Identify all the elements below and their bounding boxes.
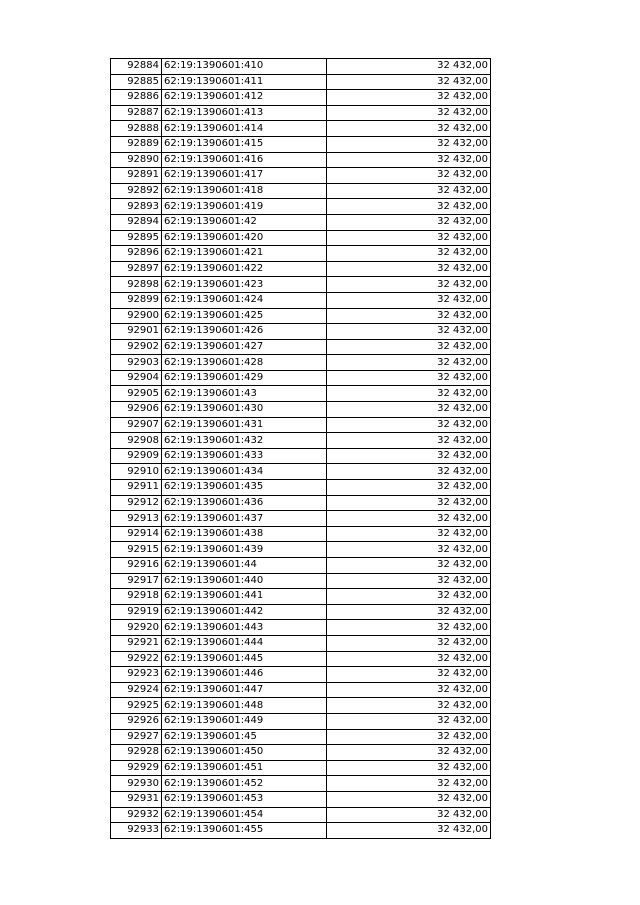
table-row bbox=[111, 807, 491, 823]
table-row bbox=[111, 105, 491, 121]
amount-cell: 32 432,00 bbox=[327, 370, 491, 386]
amount-cell: 32 432,00 bbox=[327, 495, 491, 511]
amount-cell: 32 432,00 bbox=[327, 292, 491, 308]
amount-cell: 32 432,00 bbox=[327, 526, 491, 542]
row-number-cell: 92901 bbox=[111, 324, 162, 340]
cadastral-number-cell: 62:19:1390601:443 bbox=[162, 620, 327, 636]
amount-cell: 32 432,00 bbox=[327, 90, 491, 106]
amount-cell: 32 432,00 bbox=[327, 620, 491, 636]
row-number-cell: 92898 bbox=[111, 277, 162, 293]
cadastral-number-cell: 62:19:1390601:421 bbox=[162, 246, 327, 262]
cadastral-number-cell: 62:19:1390601:446 bbox=[162, 667, 327, 683]
amount-cell: 32 432,00 bbox=[327, 511, 491, 527]
amount-cell: 32 432,00 bbox=[327, 230, 491, 246]
row-number-cell: 92908 bbox=[111, 433, 162, 449]
row-number-cell: 92912 bbox=[111, 495, 162, 511]
table-row bbox=[111, 682, 491, 698]
amount-cell: 32 432,00 bbox=[327, 199, 491, 215]
cadastral-number-cell: 62:19:1390601:426 bbox=[162, 324, 327, 340]
table-row bbox=[111, 261, 491, 277]
cadastral-number-cell: 62:19:1390601:413 bbox=[162, 105, 327, 121]
cadastral-number-cell: 62:19:1390601:441 bbox=[162, 589, 327, 605]
amount-cell: 32 432,00 bbox=[327, 791, 491, 807]
cadastral-number-cell: 62:19:1390601:415 bbox=[162, 136, 327, 152]
row-number-cell: 92896 bbox=[111, 246, 162, 262]
cadastral-number-cell: 62:19:1390601:448 bbox=[162, 698, 327, 714]
amount-cell: 32 432,00 bbox=[327, 573, 491, 589]
cadastral-number-cell: 62:19:1390601:42 bbox=[162, 214, 327, 230]
cadastral-number-cell: 62:19:1390601:436 bbox=[162, 495, 327, 511]
row-number-cell: 92893 bbox=[111, 199, 162, 215]
cadastral-number-cell: 62:19:1390601:43 bbox=[162, 386, 327, 402]
row-number-cell: 92915 bbox=[111, 542, 162, 558]
table-row bbox=[111, 277, 491, 293]
table-row bbox=[111, 183, 491, 199]
amount-cell: 32 432,00 bbox=[327, 542, 491, 558]
amount-cell: 32 432,00 bbox=[327, 745, 491, 761]
cadastral-number-cell: 62:19:1390601:416 bbox=[162, 152, 327, 168]
row-number-cell: 92891 bbox=[111, 168, 162, 184]
table-row bbox=[111, 448, 491, 464]
cadastral-number-cell: 62:19:1390601:454 bbox=[162, 807, 327, 823]
table-row bbox=[111, 713, 491, 729]
data-table bbox=[110, 58, 491, 839]
amount-cell: 32 432,00 bbox=[327, 823, 491, 839]
cadastral-number-cell: 62:19:1390601:425 bbox=[162, 308, 327, 324]
cadastral-number-cell: 62:19:1390601:417 bbox=[162, 168, 327, 184]
amount-cell: 32 432,00 bbox=[327, 760, 491, 776]
amount-cell: 32 432,00 bbox=[327, 604, 491, 620]
row-number-cell: 92928 bbox=[111, 745, 162, 761]
row-number-cell: 92894 bbox=[111, 214, 162, 230]
row-number-cell: 92904 bbox=[111, 370, 162, 386]
amount-cell: 32 432,00 bbox=[327, 121, 491, 137]
table-row bbox=[111, 760, 491, 776]
table-row bbox=[111, 542, 491, 558]
cadastral-number-cell: 62:19:1390601:439 bbox=[162, 542, 327, 558]
row-number-cell: 92925 bbox=[111, 698, 162, 714]
amount-cell: 32 432,00 bbox=[327, 589, 491, 605]
cadastral-number-cell: 62:19:1390601:440 bbox=[162, 573, 327, 589]
row-number-cell: 92888 bbox=[111, 121, 162, 137]
row-number-cell: 92906 bbox=[111, 402, 162, 418]
table-row bbox=[111, 635, 491, 651]
amount-cell: 32 432,00 bbox=[327, 480, 491, 496]
row-number-cell: 92930 bbox=[111, 776, 162, 792]
row-number-cell: 92895 bbox=[111, 230, 162, 246]
amount-cell: 32 432,00 bbox=[327, 682, 491, 698]
amount-cell: 32 432,00 bbox=[327, 776, 491, 792]
cadastral-number-cell: 62:19:1390601:449 bbox=[162, 713, 327, 729]
table-row bbox=[111, 339, 491, 355]
row-number-cell: 92897 bbox=[111, 261, 162, 277]
amount-cell: 32 432,00 bbox=[327, 324, 491, 340]
cadastral-number-cell: 62:19:1390601:432 bbox=[162, 433, 327, 449]
cadastral-number-cell: 62:19:1390601:429 bbox=[162, 370, 327, 386]
amount-cell: 32 432,00 bbox=[327, 698, 491, 714]
amount-cell: 32 432,00 bbox=[327, 308, 491, 324]
table-row bbox=[111, 355, 491, 371]
row-number-cell: 92887 bbox=[111, 105, 162, 121]
row-number-cell: 92923 bbox=[111, 667, 162, 683]
table-row bbox=[111, 495, 491, 511]
row-number-cell: 92916 bbox=[111, 558, 162, 574]
table-row bbox=[111, 308, 491, 324]
amount-cell: 32 432,00 bbox=[327, 667, 491, 683]
table-row bbox=[111, 292, 491, 308]
cadastral-number-cell: 62:19:1390601:450 bbox=[162, 745, 327, 761]
cadastral-number-cell: 62:19:1390601:433 bbox=[162, 448, 327, 464]
row-number-cell: 92932 bbox=[111, 807, 162, 823]
amount-cell: 32 432,00 bbox=[327, 152, 491, 168]
table-row bbox=[111, 90, 491, 106]
table-row bbox=[111, 370, 491, 386]
table-row bbox=[111, 776, 491, 792]
table-row bbox=[111, 199, 491, 215]
row-number-cell: 92902 bbox=[111, 339, 162, 355]
cadastral-number-cell: 62:19:1390601:445 bbox=[162, 651, 327, 667]
cadastral-number-cell: 62:19:1390601:434 bbox=[162, 464, 327, 480]
table-row bbox=[111, 152, 491, 168]
cadastral-number-cell: 62:19:1390601:455 bbox=[162, 823, 327, 839]
row-number-cell: 92931 bbox=[111, 791, 162, 807]
table-row bbox=[111, 246, 491, 262]
row-number-cell: 92892 bbox=[111, 183, 162, 199]
row-number-cell: 92918 bbox=[111, 589, 162, 605]
table-row bbox=[111, 791, 491, 807]
amount-cell: 32 432,00 bbox=[327, 729, 491, 745]
table-row bbox=[111, 480, 491, 496]
row-number-cell: 92919 bbox=[111, 604, 162, 620]
row-number-cell: 92922 bbox=[111, 651, 162, 667]
table-row bbox=[111, 667, 491, 683]
table-row bbox=[111, 402, 491, 418]
row-number-cell: 92890 bbox=[111, 152, 162, 168]
cadastral-number-cell: 62:19:1390601:451 bbox=[162, 760, 327, 776]
row-number-cell: 92884 bbox=[111, 59, 162, 75]
amount-cell: 32 432,00 bbox=[327, 277, 491, 293]
amount-cell: 32 432,00 bbox=[327, 74, 491, 90]
row-number-cell: 92899 bbox=[111, 292, 162, 308]
table-row bbox=[111, 526, 491, 542]
row-number-cell: 92933 bbox=[111, 823, 162, 839]
cadastral-number-cell: 62:19:1390601:444 bbox=[162, 635, 327, 651]
table-row bbox=[111, 121, 491, 137]
amount-cell: 32 432,00 bbox=[327, 713, 491, 729]
amount-cell: 32 432,00 bbox=[327, 558, 491, 574]
row-number-cell: 92911 bbox=[111, 480, 162, 496]
amount-cell: 32 432,00 bbox=[327, 59, 491, 75]
row-number-cell: 92927 bbox=[111, 729, 162, 745]
cadastral-number-cell: 62:19:1390601:452 bbox=[162, 776, 327, 792]
cadastral-number-cell: 62:19:1390601:419 bbox=[162, 199, 327, 215]
amount-cell: 32 432,00 bbox=[327, 448, 491, 464]
amount-cell: 32 432,00 bbox=[327, 651, 491, 667]
amount-cell: 32 432,00 bbox=[327, 214, 491, 230]
cadastral-number-cell: 62:19:1390601:414 bbox=[162, 121, 327, 137]
table-row bbox=[111, 745, 491, 761]
amount-cell: 32 432,00 bbox=[327, 168, 491, 184]
table-row bbox=[111, 230, 491, 246]
row-number-cell: 92885 bbox=[111, 74, 162, 90]
amount-cell: 32 432,00 bbox=[327, 136, 491, 152]
amount-cell: 32 432,00 bbox=[327, 105, 491, 121]
table-body bbox=[111, 59, 491, 839]
cadastral-number-cell: 62:19:1390601:453 bbox=[162, 791, 327, 807]
cadastral-number-cell: 62:19:1390601:411 bbox=[162, 74, 327, 90]
table-row bbox=[111, 589, 491, 605]
row-number-cell: 92900 bbox=[111, 308, 162, 324]
cadastral-number-cell: 62:19:1390601:424 bbox=[162, 292, 327, 308]
table-row bbox=[111, 651, 491, 667]
cadastral-number-cell: 62:19:1390601:438 bbox=[162, 526, 327, 542]
table-row bbox=[111, 604, 491, 620]
amount-cell: 32 432,00 bbox=[327, 417, 491, 433]
row-number-cell: 92903 bbox=[111, 355, 162, 371]
amount-cell: 32 432,00 bbox=[327, 386, 491, 402]
cadastral-number-cell: 62:19:1390601:427 bbox=[162, 339, 327, 355]
cadastral-number-cell: 62:19:1390601:410 bbox=[162, 59, 327, 75]
amount-cell: 32 432,00 bbox=[327, 433, 491, 449]
table-row bbox=[111, 729, 491, 745]
table-row bbox=[111, 324, 491, 340]
cadastral-number-cell: 62:19:1390601:422 bbox=[162, 261, 327, 277]
row-number-cell: 92889 bbox=[111, 136, 162, 152]
cadastral-number-cell: 62:19:1390601:431 bbox=[162, 417, 327, 433]
cadastral-number-cell: 62:19:1390601:45 bbox=[162, 729, 327, 745]
row-number-cell: 92886 bbox=[111, 90, 162, 106]
table-row bbox=[111, 417, 491, 433]
row-number-cell: 92920 bbox=[111, 620, 162, 636]
amount-cell: 32 432,00 bbox=[327, 339, 491, 355]
row-number-cell: 92929 bbox=[111, 760, 162, 776]
table-row bbox=[111, 214, 491, 230]
table-row bbox=[111, 74, 491, 90]
amount-cell: 32 432,00 bbox=[327, 355, 491, 371]
table-row bbox=[111, 464, 491, 480]
cadastral-number-cell: 62:19:1390601:437 bbox=[162, 511, 327, 527]
cadastral-number-cell: 62:19:1390601:447 bbox=[162, 682, 327, 698]
amount-cell: 32 432,00 bbox=[327, 807, 491, 823]
cadastral-number-cell: 62:19:1390601:430 bbox=[162, 402, 327, 418]
row-number-cell: 92914 bbox=[111, 526, 162, 542]
row-number-cell: 92909 bbox=[111, 448, 162, 464]
cadastral-number-cell: 62:19:1390601:442 bbox=[162, 604, 327, 620]
table-row bbox=[111, 823, 491, 839]
row-number-cell: 92917 bbox=[111, 573, 162, 589]
table-row bbox=[111, 168, 491, 184]
table-row bbox=[111, 620, 491, 636]
document-page bbox=[110, 58, 491, 839]
amount-cell: 32 432,00 bbox=[327, 464, 491, 480]
table-row bbox=[111, 59, 491, 75]
row-number-cell: 92926 bbox=[111, 713, 162, 729]
table-row bbox=[111, 698, 491, 714]
cadastral-number-cell: 62:19:1390601:420 bbox=[162, 230, 327, 246]
cadastral-number-cell: 62:19:1390601:412 bbox=[162, 90, 327, 106]
table-row bbox=[111, 386, 491, 402]
row-number-cell: 92910 bbox=[111, 464, 162, 480]
table-row bbox=[111, 573, 491, 589]
row-number-cell: 92913 bbox=[111, 511, 162, 527]
amount-cell: 32 432,00 bbox=[327, 261, 491, 277]
cadastral-number-cell: 62:19:1390601:428 bbox=[162, 355, 327, 371]
cadastral-number-cell: 62:19:1390601:435 bbox=[162, 480, 327, 496]
cadastral-number-cell: 62:19:1390601:418 bbox=[162, 183, 327, 199]
amount-cell: 32 432,00 bbox=[327, 183, 491, 199]
table-row bbox=[111, 433, 491, 449]
table-row bbox=[111, 558, 491, 574]
amount-cell: 32 432,00 bbox=[327, 246, 491, 262]
amount-cell: 32 432,00 bbox=[327, 635, 491, 651]
row-number-cell: 92905 bbox=[111, 386, 162, 402]
table-row bbox=[111, 511, 491, 527]
row-number-cell: 92921 bbox=[111, 635, 162, 651]
cadastral-number-cell: 62:19:1390601:423 bbox=[162, 277, 327, 293]
table-row bbox=[111, 136, 491, 152]
cadastral-number-cell: 62:19:1390601:44 bbox=[162, 558, 327, 574]
row-number-cell: 92924 bbox=[111, 682, 162, 698]
amount-cell: 32 432,00 bbox=[327, 402, 491, 418]
row-number-cell: 92907 bbox=[111, 417, 162, 433]
